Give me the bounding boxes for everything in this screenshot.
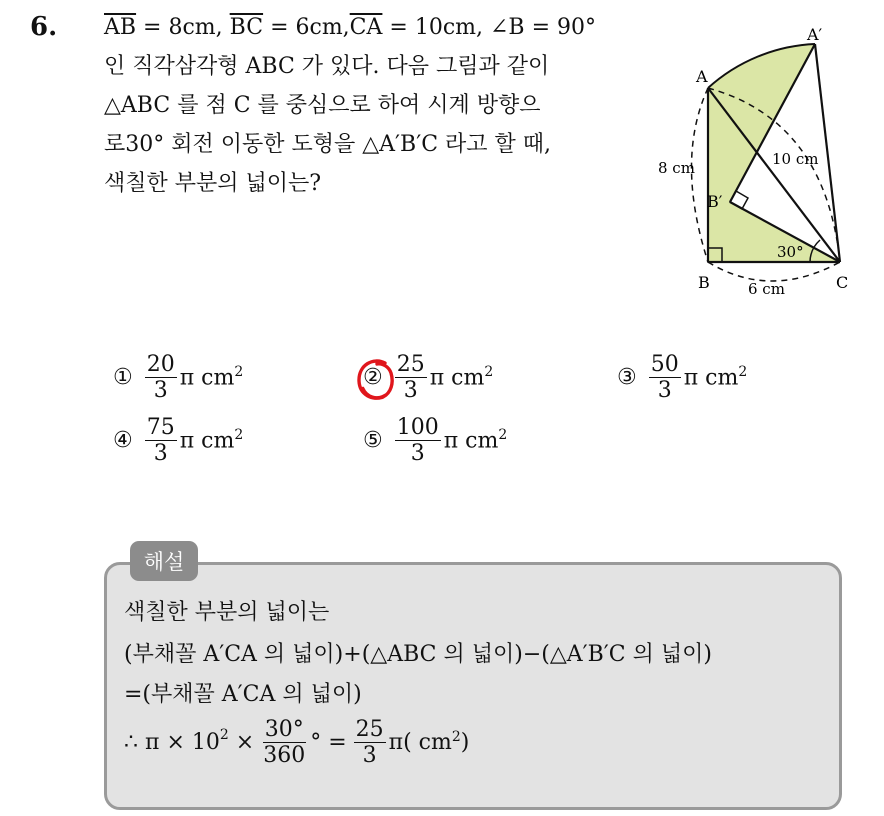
solution-line-2: (부채꼴 A′CA 의 넓이)+(△ABC 의 넓이)−(△A′B′C 의 넓이) bbox=[124, 642, 712, 667]
final-fraction-2: $\frac{25}{3}$ bbox=[355, 717, 384, 768]
option-number: ① bbox=[113, 365, 133, 390]
segment-ab-value: = 8cm, bbox=[136, 15, 230, 40]
label-angle-30: 30° bbox=[777, 243, 804, 261]
option-fraction: $\frac{20}{3}$ bbox=[146, 352, 175, 403]
stem-line-4: 로30° 회전 이동한 도형을 △A′B′C 라고 할 때, bbox=[104, 132, 552, 157]
solution-line-3: =(부채꼴 A′CA 의 넓이) bbox=[124, 682, 362, 707]
final-fraction-1: $\frac{30^\circ}{360}$ bbox=[263, 717, 306, 768]
label-b-prime: B′ bbox=[707, 192, 723, 211]
rotation-figure bbox=[650, 10, 875, 300]
solution-tab: 해설 bbox=[130, 541, 198, 581]
segment-ca-value: = 10cm, ∠B = 90° bbox=[382, 15, 597, 40]
label-b: B bbox=[698, 273, 710, 292]
label-bc-length: 6 cm bbox=[748, 280, 785, 298]
option-4[interactable] bbox=[113, 415, 243, 466]
label-a: A bbox=[696, 67, 708, 86]
option-number: ⑤ bbox=[363, 428, 383, 453]
question-stem bbox=[104, 8, 652, 203]
label-ab-length: 8 cm bbox=[658, 159, 695, 177]
option-number: ② bbox=[363, 365, 383, 390]
option-number: ④ bbox=[113, 428, 133, 453]
solution-line-1: 색칠한 부분의 넓이는 bbox=[124, 600, 330, 625]
label-a-prime: A′ bbox=[807, 25, 823, 44]
option-5[interactable] bbox=[363, 415, 507, 466]
option-3[interactable] bbox=[617, 352, 747, 403]
label-ac-length: 10 cm bbox=[772, 150, 819, 168]
segment-ca: $\overline{CA}$ bbox=[349, 15, 383, 40]
answer-circle-mark bbox=[355, 357, 397, 403]
label-c: C bbox=[836, 273, 849, 292]
option-unit: π $cm^2$ bbox=[683, 364, 748, 391]
option-1[interactable] bbox=[113, 352, 243, 403]
option-fraction: $\frac{50}{3}$ bbox=[650, 352, 679, 403]
arc-dashed-bottom bbox=[708, 262, 840, 281]
option-fraction: $\frac{100}{3}$ bbox=[396, 415, 439, 466]
option-unit: π $cm^2$ bbox=[443, 427, 508, 454]
stem-line-2: 인 직각삼각형 ABC 가 있다. 다음 그림과 같이 bbox=[104, 54, 550, 79]
solution-final-equation: ∴ π × 10 $^2$ × $\frac{30^\circ}{360}$ ° = $\frac{25}{3}$ π( cm $^2$ ) bbox=[124, 717, 470, 768]
stem-line-3: △ABC 를 점 C 를 중심으로 하여 시계 방향으 bbox=[104, 93, 541, 118]
option-fraction: $\frac{75}{3}$ bbox=[146, 415, 175, 466]
segment-bc-value: = 6cm, bbox=[263, 15, 350, 40]
question-number: 6. bbox=[30, 12, 58, 42]
segment-ab: $\overline{AB}$ bbox=[104, 15, 137, 40]
stem-line-1 bbox=[104, 8, 652, 47]
option-unit: π $cm^2$ bbox=[179, 364, 244, 391]
segment-bc: $\overline{BC}$ bbox=[229, 15, 264, 40]
option-unit: π $cm^2$ bbox=[429, 364, 494, 391]
option-number: ③ bbox=[617, 365, 637, 390]
stem-line-5: 색칠한 부분의 넓이는? bbox=[104, 171, 322, 196]
option-fraction: $\frac{25}{3}$ bbox=[396, 352, 425, 403]
option-unit: π $cm^2$ bbox=[179, 427, 244, 454]
